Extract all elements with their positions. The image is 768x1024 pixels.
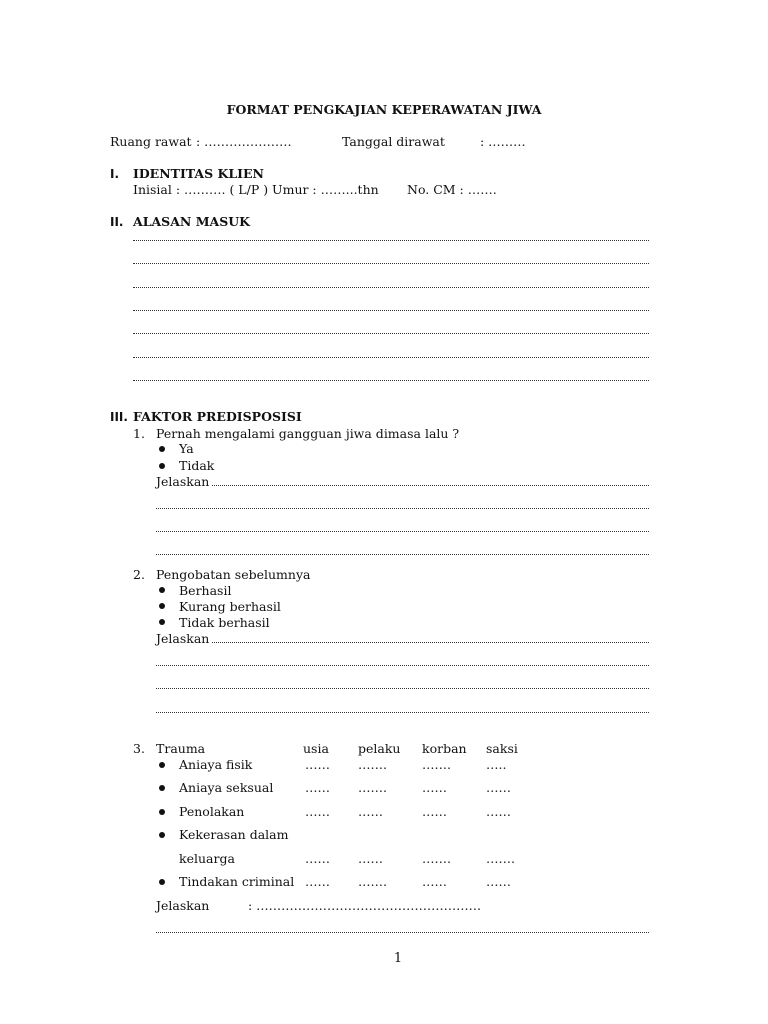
jelaskan-line[interactable] — [156, 688, 649, 689]
trauma-row-label: Kekerasan dalam — [179, 827, 289, 842]
section-2-heading: ALASAN MASUK — [133, 214, 251, 229]
bullet-icon — [159, 619, 165, 625]
column-header-usia: usia — [303, 741, 329, 756]
option-ya[interactable]: Ya — [179, 441, 194, 456]
jelaskan-line[interactable] — [156, 531, 649, 532]
question-2-number: 2. — [133, 567, 145, 582]
ruang-rawat-label: Ruang rawat — [110, 134, 192, 149]
section-3-heading: FAKTOR PREDISPOSISI — [133, 409, 302, 424]
identitas-inisial-umur: Inisial : ………. ( L/P ) Umur : ……...thn — [133, 182, 379, 197]
bullet-icon — [159, 446, 165, 452]
trauma-cell[interactable]: ……. — [358, 874, 387, 889]
jelaskan-line[interactable] — [212, 642, 649, 643]
question-3-number: 3. — [133, 741, 145, 756]
document-title: FORMAT PENGKAJIAN KEPERAWATAN JIWA — [226, 102, 542, 117]
trauma-row-label: Aniaya seksual — [179, 780, 274, 795]
alasan-masuk-line[interactable] — [133, 310, 649, 311]
alasan-masuk-line[interactable] — [133, 240, 649, 241]
question-1-number: 1. — [133, 426, 145, 441]
ruang-rawat-value: : ………………… — [196, 134, 292, 149]
section-1-number: I. — [110, 167, 120, 181]
jelaskan-line[interactable] — [156, 508, 649, 509]
column-header-saksi: saksi — [486, 741, 518, 756]
trauma-cell[interactable]: …… — [358, 804, 383, 819]
section-1-heading: IDENTITAS KLIEN — [133, 166, 264, 181]
bullet-icon — [159, 785, 165, 791]
trauma-row-label-cont: keluarga — [179, 851, 235, 866]
trauma-label: Trauma — [156, 741, 206, 756]
jelaskan-label: Jelaskan — [156, 631, 210, 646]
question-1-text: Pernah mengalami gangguan jiwa dimasa lalu ? — [156, 426, 460, 441]
trauma-cell[interactable]: ……. — [358, 757, 387, 772]
section-2-number: II. — [110, 215, 124, 229]
trauma-cell[interactable]: …… — [422, 874, 447, 889]
page-number: 1 — [393, 951, 403, 966]
option-tidak-berhasil[interactable]: Tidak berhasil — [179, 615, 270, 630]
column-header-korban: korban — [422, 741, 467, 756]
option-tidak[interactable]: Tidak — [179, 458, 215, 473]
trauma-cell[interactable]: ……. — [422, 757, 451, 772]
tanggal-dirawat-value: : ……… — [480, 134, 526, 149]
trauma-row-label: Tindakan criminal — [179, 874, 295, 889]
bullet-icon — [159, 762, 165, 768]
trauma-cell[interactable]: ……. — [358, 780, 387, 795]
trauma-cell[interactable]: …… — [422, 804, 447, 819]
identitas-no-cm: No. CM : ……. — [407, 182, 497, 197]
question-2-text: Pengobatan sebelumnya — [156, 567, 311, 582]
column-header-pelaku: pelaku — [358, 741, 401, 756]
trauma-jelaskan-value[interactable]: : ……………………………………………… — [248, 898, 482, 913]
bullet-icon — [159, 809, 165, 815]
trauma-cell[interactable]: …… — [305, 780, 330, 795]
alasan-masuk-line[interactable] — [133, 263, 649, 264]
bullet-icon — [159, 587, 165, 593]
trauma-cell[interactable]: …… — [305, 804, 330, 819]
trauma-cell[interactable]: …… — [486, 804, 511, 819]
option-kurang-berhasil[interactable]: Kurang berhasil — [179, 599, 281, 614]
jelaskan-label: Jelaskan — [156, 474, 210, 489]
trauma-row-label: Aniaya fisik — [179, 757, 253, 772]
trauma-cell[interactable]: ……. — [422, 851, 451, 866]
jelaskan-line[interactable] — [156, 554, 649, 555]
trauma-cell[interactable]: …… — [358, 851, 383, 866]
bullet-icon — [159, 832, 165, 838]
trauma-cell[interactable]: …… — [305, 757, 330, 772]
trauma-cell[interactable]: …… — [486, 780, 511, 795]
jelaskan-line[interactable] — [156, 712, 649, 713]
alasan-masuk-line[interactable] — [133, 333, 649, 334]
tanggal-dirawat-label: Tanggal dirawat — [342, 134, 445, 149]
trauma-cell[interactable]: …… — [305, 874, 330, 889]
trauma-cell[interactable]: …… — [422, 780, 447, 795]
bullet-icon — [159, 879, 165, 885]
jelaskan-line[interactable] — [212, 485, 649, 486]
trauma-cell[interactable]: …… — [305, 851, 330, 866]
trauma-cell[interactable]: ……. — [486, 851, 515, 866]
bullet-icon — [159, 463, 165, 469]
jelaskan-line[interactable] — [156, 932, 649, 933]
alasan-masuk-line[interactable] — [133, 287, 649, 288]
trauma-row-label: Penolakan — [179, 804, 245, 819]
alasan-masuk-line[interactable] — [133, 357, 649, 358]
section-3-number: III. — [110, 410, 128, 424]
option-berhasil[interactable]: Berhasil — [179, 583, 232, 598]
jelaskan-line[interactable] — [156, 665, 649, 666]
alasan-masuk-line[interactable] — [133, 380, 649, 381]
bullet-icon — [159, 603, 165, 609]
trauma-cell[interactable]: ….. — [486, 757, 507, 772]
trauma-cell[interactable]: …… — [486, 874, 511, 889]
jelaskan-label: Jelaskan — [156, 898, 210, 913]
